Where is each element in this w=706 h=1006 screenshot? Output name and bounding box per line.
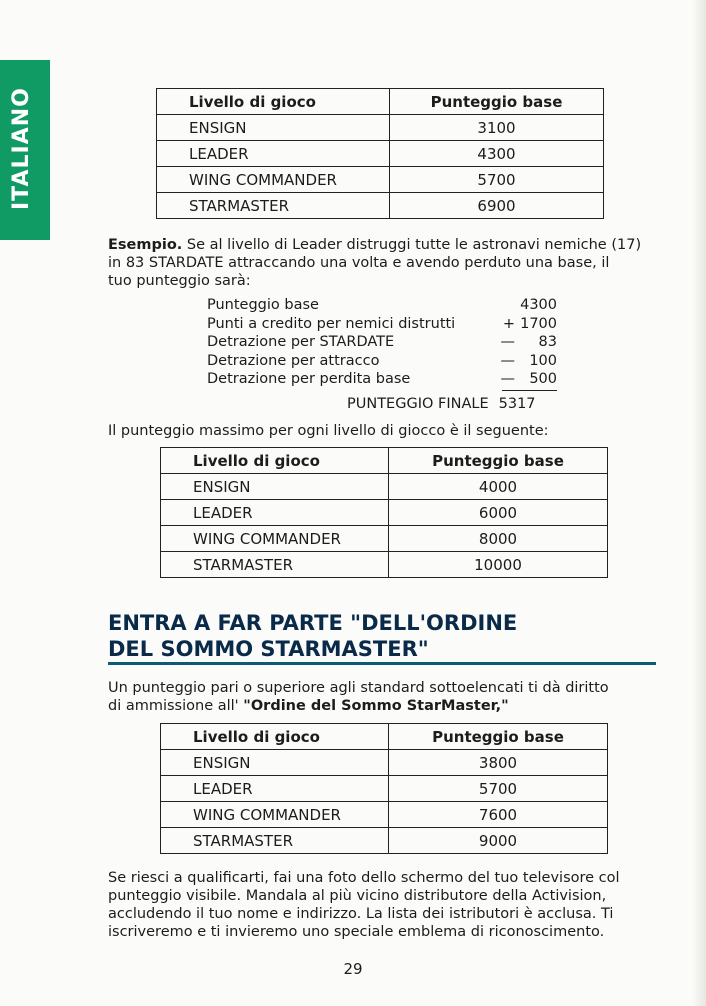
table-row: [157, 167, 604, 193]
level-cell: LEADER: [161, 776, 389, 802]
level-cell: STARMASTER: [161, 552, 389, 578]
col-header-level: Livello di gioco: [161, 724, 389, 750]
level-cell: WING COMMANDER: [161, 802, 389, 828]
score-cell: 4300: [390, 141, 604, 167]
level-cell: ENSIGN: [161, 750, 389, 776]
table-row: [161, 776, 608, 802]
final-score-label: PUNTEGGIO FINALE: [347, 396, 489, 412]
calc-sign: —: [500, 371, 515, 387]
max-score-table: [160, 447, 608, 578]
score-calculation: [207, 297, 557, 412]
col-header-score: Punteggio base: [390, 89, 604, 115]
section-heading-line-1: ENTRA A FAR PARTE "DELL'ORDINE: [108, 611, 518, 635]
calc-label: Detrazione per perdita base: [207, 371, 411, 387]
score-cell: 3800: [389, 750, 608, 776]
example-line-3: tuo punteggio sarà:: [108, 273, 251, 289]
calc-sign: —: [500, 334, 515, 350]
calc-label: Detrazione per STARDATE: [207, 334, 395, 350]
final-score: [347, 396, 536, 412]
table-row: [161, 828, 608, 854]
example-lead: Esempio.: [108, 237, 183, 253]
level-cell: STARMASTER: [161, 828, 389, 854]
score-cell: 10000: [389, 552, 608, 578]
order-intro-line-1: Un punteggio pari o superiore agli standard sottoelencati ti dà diritto: [108, 680, 609, 696]
calc-label: Punteggio base: [207, 297, 319, 313]
score-cell: 8000: [389, 526, 608, 552]
calc-row: [207, 371, 557, 391]
calc-value: 500: [529, 371, 557, 387]
closing-line-4: iscriveremo e ti invieremo uno speciale emblema di riconoscimento.: [108, 924, 605, 940]
table-row: [161, 526, 608, 552]
col-header-score: Punteggio base: [389, 448, 608, 474]
base-score-table: [156, 88, 604, 219]
calc-sign: —: [500, 352, 515, 369]
level-cell: LEADER: [161, 500, 389, 526]
score-cell: 7600: [389, 802, 608, 828]
table-row: [161, 802, 608, 828]
table-row: [161, 474, 608, 500]
calc-value: 100: [529, 352, 557, 369]
table-header-row: [157, 89, 604, 115]
score-cell: 3100: [390, 115, 604, 141]
score-cell: 6900: [390, 193, 604, 219]
calc-row: [207, 353, 557, 372]
table-row: [157, 193, 604, 219]
order-score-table: [160, 723, 608, 854]
final-score-value: 5317: [498, 396, 536, 412]
table-row: [161, 500, 608, 526]
calc-label: Punti a credito per nemici distrutti: [207, 315, 456, 332]
calc-value: 1700: [520, 315, 557, 332]
example-paragraph: [108, 236, 641, 290]
order-name: "Ordine del Sommo StarMaster,": [243, 698, 509, 714]
order-intro: [108, 679, 609, 715]
table-header-row: [161, 724, 608, 750]
example-line-1: Se al livello di Leader distruggi tutte le astronavi nemiche (17): [182, 237, 642, 253]
level-cell: WING COMMANDER: [161, 526, 389, 552]
col-header-level: Livello di gioco: [161, 448, 389, 474]
score-cell: 5700: [389, 776, 608, 802]
closing-line-1: Se riesci a qualificarti, fai una foto dello schermo del tuo televisore col: [108, 870, 620, 886]
heading-rule: [108, 662, 656, 665]
language-tab: [0, 60, 50, 240]
language-label: ITALIANO: [9, 87, 34, 210]
closing-paragraph: [108, 869, 620, 941]
level-cell: WING COMMANDER: [157, 167, 390, 193]
calc-row: [207, 297, 557, 316]
score-cell: 5700: [390, 167, 604, 193]
table-header-row: [161, 448, 608, 474]
calc-sign: +: [502, 315, 515, 332]
score-cell: 4000: [389, 474, 608, 500]
col-header-score: Punteggio base: [389, 724, 608, 750]
calc-value: 4300: [520, 297, 557, 313]
score-cell: 9000: [389, 828, 608, 854]
closing-line-3: accludendo il tuo nome e indirizzo. La lista dei istributori è acclusa. Ti: [108, 906, 614, 922]
score-cell: 6000: [389, 500, 608, 526]
level-cell: ENSIGN: [161, 474, 389, 500]
page-edge: [692, 0, 706, 1006]
level-cell: ENSIGN: [157, 115, 390, 141]
calc-label: Detrazione per attracco: [207, 352, 380, 369]
section-heading: [108, 610, 517, 662]
page-number: 29: [343, 960, 363, 978]
example-line-2: in 83 STARDATE attraccando una volta e avendo perduto una base, il: [108, 255, 610, 271]
calc-value: 83: [538, 334, 557, 350]
level-cell: STARMASTER: [157, 193, 390, 219]
closing-line-2: punteggio visibile. Mandala al più vicino distributore della Activision,: [108, 888, 607, 904]
table-row: [161, 750, 608, 776]
table-row: [157, 141, 604, 167]
level-cell: LEADER: [157, 141, 390, 167]
section-heading-line-2: DEL SOMMO STARMASTER": [108, 637, 429, 661]
order-intro-line-2: di ammissione all': [108, 698, 244, 714]
calc-row: [207, 316, 557, 335]
table-row: [161, 552, 608, 578]
max-score-intro: Il punteggio massimo per ogni livello di giocco è il seguente:: [108, 423, 549, 439]
calc-row: [207, 334, 557, 353]
col-header-level: Livello di gioco: [157, 89, 390, 115]
table-row: [157, 115, 604, 141]
